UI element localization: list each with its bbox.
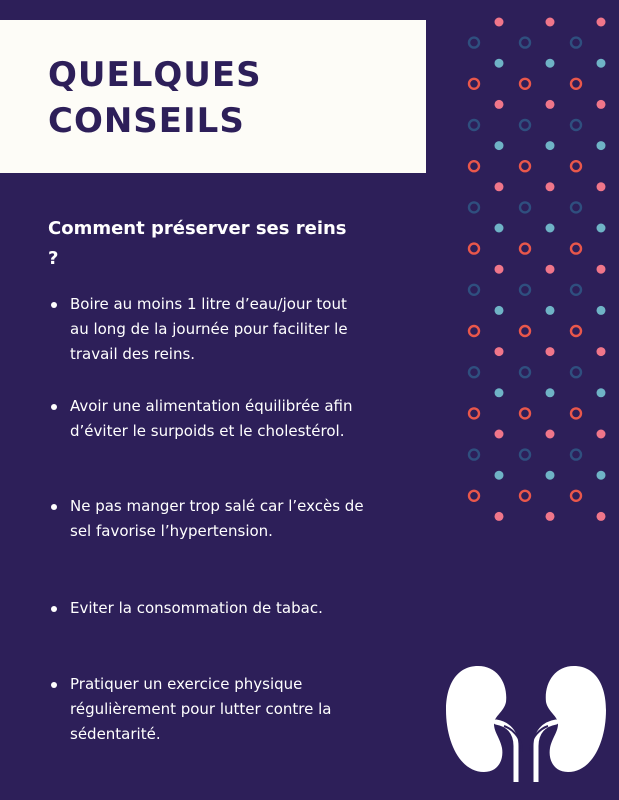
pattern-ring <box>469 79 479 89</box>
pattern-ring <box>469 450 479 460</box>
tip-text: Eviter la consommation de tabac. <box>70 599 323 617</box>
tip-text: Boire au moins 1 litre d’eau/jour tout au long de la journée pour faciliter le travail des reins. <box>70 295 348 363</box>
pattern-dot <box>495 347 504 356</box>
bullet-icon <box>51 404 57 410</box>
pattern-dot <box>597 59 606 68</box>
pattern-ring <box>469 244 479 254</box>
pattern-dot <box>597 388 606 397</box>
pattern-dot <box>495 141 504 150</box>
pattern-dot <box>495 100 504 109</box>
pattern-dot <box>597 512 606 521</box>
pattern-dot <box>597 471 606 480</box>
pattern-dot <box>597 430 606 439</box>
pattern-dot <box>597 182 606 191</box>
pattern-dot <box>546 18 555 27</box>
tip-text: Pratiquer un exercice physique régulièrement pour lutter contre la sédentarité. <box>70 675 332 743</box>
tip-text: Ne pas manger trop salé car l’excès de sel favorise l’hypertension. <box>70 497 364 540</box>
pattern-ring <box>571 38 581 48</box>
pattern-dot <box>597 18 606 27</box>
pattern-dot <box>495 18 504 27</box>
list-item <box>48 596 370 621</box>
pattern-dot <box>546 265 555 274</box>
pattern-dot <box>546 430 555 439</box>
pattern-ring <box>571 244 581 254</box>
pattern-ring <box>469 38 479 48</box>
pattern-dot <box>495 471 504 480</box>
pattern-dot <box>597 265 606 274</box>
pattern-ring <box>520 202 530 212</box>
pattern-ring <box>571 161 581 171</box>
tip-text: Avoir une alimentation équilibrée afin d’éviter le surpoids et le cholestérol. <box>70 397 353 440</box>
pattern-ring <box>571 450 581 460</box>
pattern-ring <box>520 285 530 295</box>
pattern-dot <box>597 306 606 315</box>
pattern-ring <box>571 285 581 295</box>
pattern-ring <box>469 367 479 377</box>
pattern-dot <box>546 59 555 68</box>
list-item <box>48 672 370 747</box>
kidneys-icon <box>446 662 606 782</box>
pattern-ring <box>469 285 479 295</box>
bullet-icon <box>51 606 57 612</box>
list-item <box>48 494 370 544</box>
pattern-dot <box>495 512 504 521</box>
pattern-ring <box>520 491 530 501</box>
pattern-dot <box>495 388 504 397</box>
pattern-ring <box>520 326 530 336</box>
pattern-ring <box>571 367 581 377</box>
pattern-dot <box>495 59 504 68</box>
bullet-icon <box>51 302 57 308</box>
pattern-dot <box>546 100 555 109</box>
pattern-dot <box>546 141 555 150</box>
pattern-ring <box>520 161 530 171</box>
pattern-ring <box>469 326 479 336</box>
list-item <box>48 394 370 444</box>
pattern-dot <box>597 224 606 233</box>
pattern-ring <box>469 202 479 212</box>
pattern-dot <box>597 141 606 150</box>
list-item <box>48 292 370 367</box>
pattern-dot <box>546 388 555 397</box>
pattern-dot <box>495 224 504 233</box>
pattern-ring <box>520 367 530 377</box>
pattern-ring <box>520 450 530 460</box>
pattern-dot <box>546 512 555 521</box>
pattern-ring <box>571 79 581 89</box>
pattern-ring <box>571 408 581 418</box>
pattern-ring <box>520 120 530 130</box>
pattern-ring <box>520 244 530 254</box>
pattern-dot <box>546 347 555 356</box>
pattern-ring <box>571 120 581 130</box>
pattern-ring <box>469 408 479 418</box>
pattern-dot <box>495 265 504 274</box>
pattern-ring <box>469 120 479 130</box>
pattern-dot <box>495 306 504 315</box>
pattern-ring <box>469 491 479 501</box>
pattern-dot <box>546 471 555 480</box>
pattern-ring <box>571 326 581 336</box>
pattern-dot <box>546 306 555 315</box>
pattern-ring <box>469 161 479 171</box>
pattern-dot <box>546 224 555 233</box>
pattern-ring <box>520 79 530 89</box>
page-title-line-2: CONSEILS <box>48 101 245 141</box>
pattern-ring <box>571 202 581 212</box>
pattern-dot <box>597 100 606 109</box>
dot-pattern-icon <box>460 14 610 524</box>
bullet-icon <box>51 682 57 688</box>
pattern-ring <box>571 491 581 501</box>
pattern-ring <box>520 38 530 48</box>
title-box <box>0 20 426 173</box>
page-title-line-1: QUELQUES <box>48 55 262 95</box>
subtitle: Comment préserver ses reins ? <box>48 218 347 269</box>
bullet-icon <box>51 504 57 510</box>
pattern-dot <box>597 347 606 356</box>
pattern-dot <box>495 182 504 191</box>
pattern-dot <box>495 430 504 439</box>
pattern-dot <box>546 182 555 191</box>
pattern-ring <box>520 408 530 418</box>
